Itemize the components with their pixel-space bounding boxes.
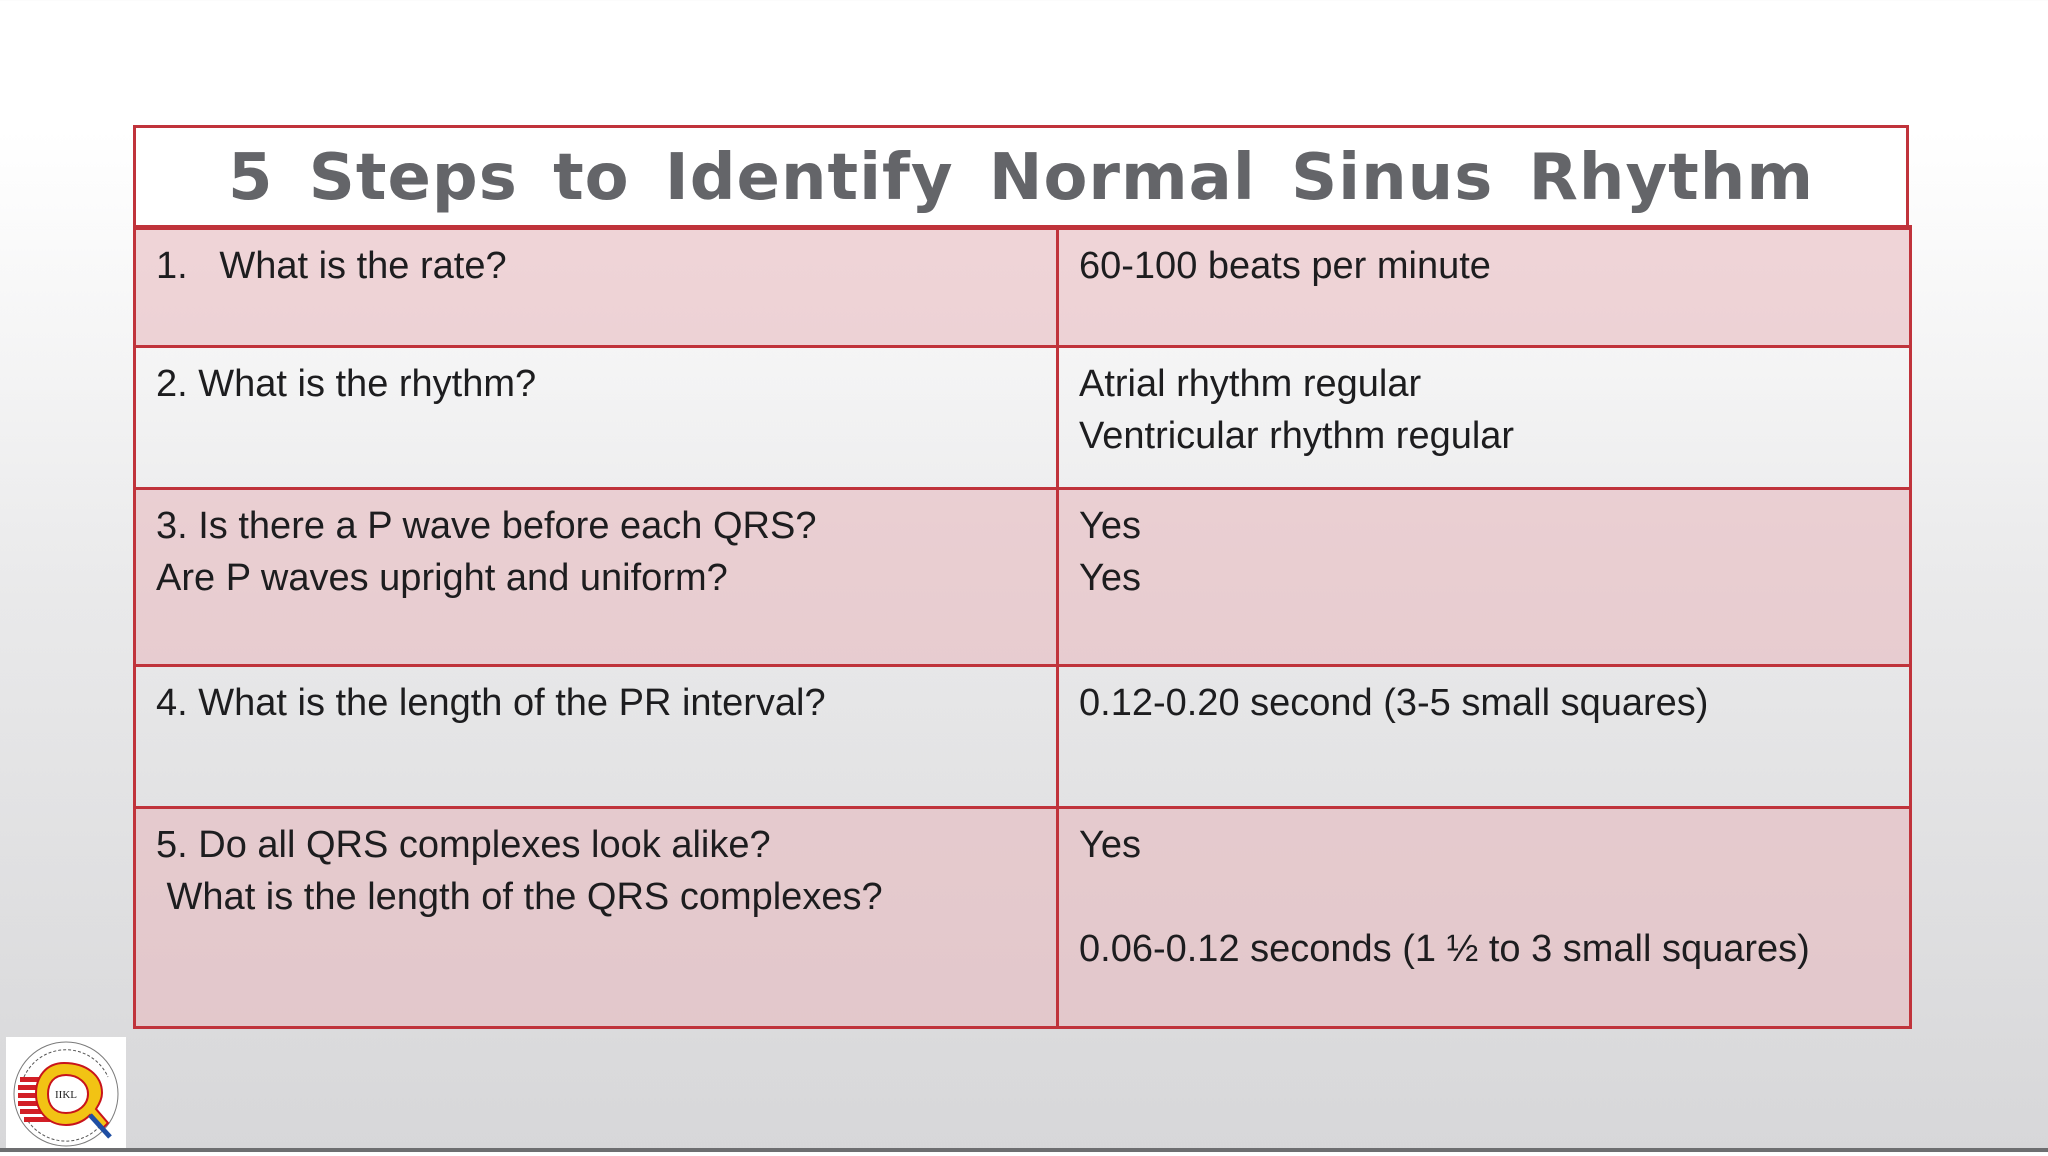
question-cell (135, 347, 1058, 489)
slide-title-box (133, 125, 1909, 225)
question-line: 2. What is the rhythm? (156, 363, 537, 405)
answer-cell (1058, 808, 1911, 1028)
logo-text: IIKL (55, 1089, 77, 1101)
answer-line: Atrial rhythm regular (1079, 363, 1422, 405)
question-cell (135, 666, 1058, 808)
table-row (135, 666, 1911, 808)
answer-cell (1058, 347, 1911, 489)
question-line: 4. What is the length of the PR interval? (156, 682, 826, 724)
answer-line: Yes (1079, 557, 1141, 599)
answer-line (1079, 871, 1891, 923)
slide-title: 5 Steps to Identify Normal Sinus Rhythm (227, 141, 1815, 215)
question-cell (135, 228, 1058, 347)
question-line: 5. Do all QRS complexes look alike? (156, 824, 771, 866)
question-line: 1. What is the rate? (156, 245, 507, 287)
answer-line: 60-100 beats per minute (1079, 245, 1491, 287)
answer-cell (1058, 489, 1911, 666)
institution-seal-logo-icon (6, 1037, 126, 1151)
answer-cell (1058, 228, 1911, 347)
question-cell (135, 808, 1058, 1028)
table-row (135, 808, 1911, 1028)
answer-line: Yes (1079, 505, 1141, 547)
slide-bottom-rule (0, 1148, 2048, 1152)
question-line: 3. Is there a P wave before each QRS? (156, 505, 817, 547)
table-row (135, 489, 1911, 666)
table-row (135, 347, 1911, 489)
answer-line: 0.12-0.20 second (3-5 small squares) (1079, 682, 1709, 724)
question-cell (135, 489, 1058, 666)
answer-cell (1058, 666, 1911, 808)
answer-line: Ventricular rhythm regular (1079, 415, 1515, 457)
question-line: What is the length of the QRS complexes? (156, 876, 883, 918)
answer-line: 0.06-0.12 seconds (1 ½ to 3 small squares) (1079, 928, 1810, 970)
steps-table (133, 225, 1912, 1029)
question-line: Are P waves upright and uniform? (156, 557, 728, 599)
answer-line: Yes (1079, 824, 1141, 866)
table-row (135, 228, 1911, 347)
